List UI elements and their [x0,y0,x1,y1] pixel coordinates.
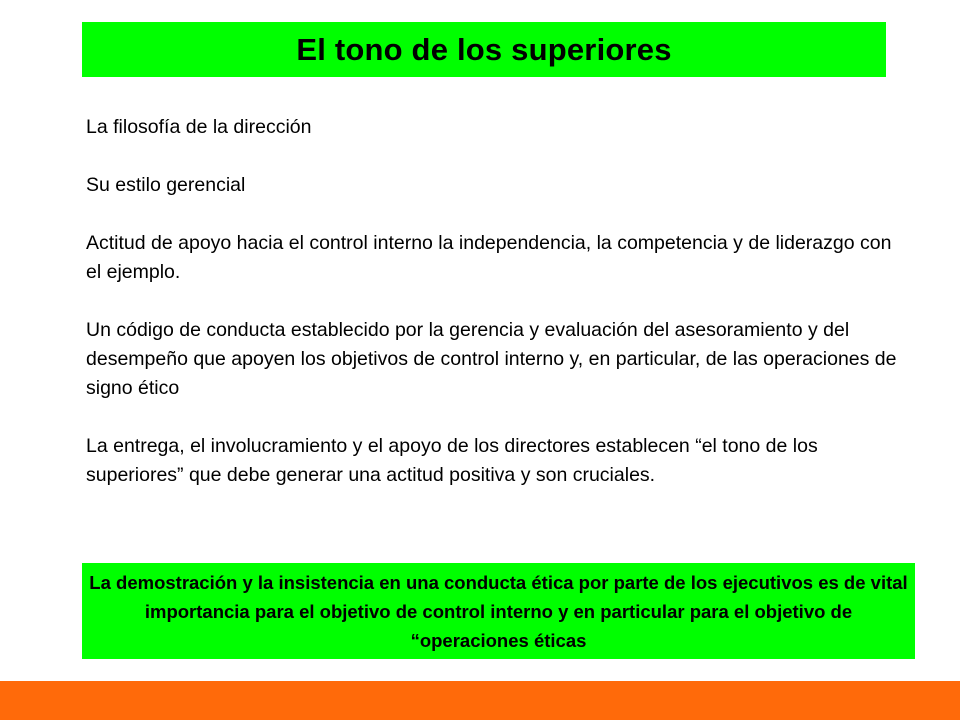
paragraph-estilo: Su estilo gerencial [86,174,246,196]
callout-banner [82,563,915,659]
paragraph-codigo: Un código de conducta establecido por la gerencia y evaluación del asesoramiento y del desempeño que apoyen los objetivos de control interno y, en particular, de las operaciones de signo ético [86,319,897,399]
paragraph-entrega: La entrega, el involucramiento y el apoyo de los directores establecen “el tono de los superiores” que debe generar una actitud positiva y son cruciales. [86,435,818,486]
paragraph-actitud: Actitud de apoyo hacia el control interno la independencia, la competencia y de liderazgo con el ejemplo. [86,232,892,283]
callout-text: La demostración y la insistencia en una conducta ética por parte de los ejecutivos es de vital importancia para el objetivo de control interno y en particular para el objetivo de “operaciones éticas [89,571,908,651]
slide-title: El tono de los superiores [296,31,672,67]
title-banner [82,22,886,77]
body-text [86,113,906,490]
footer-bar [0,681,960,720]
paragraph-filosofia: La filosofía de la dirección [86,116,312,138]
